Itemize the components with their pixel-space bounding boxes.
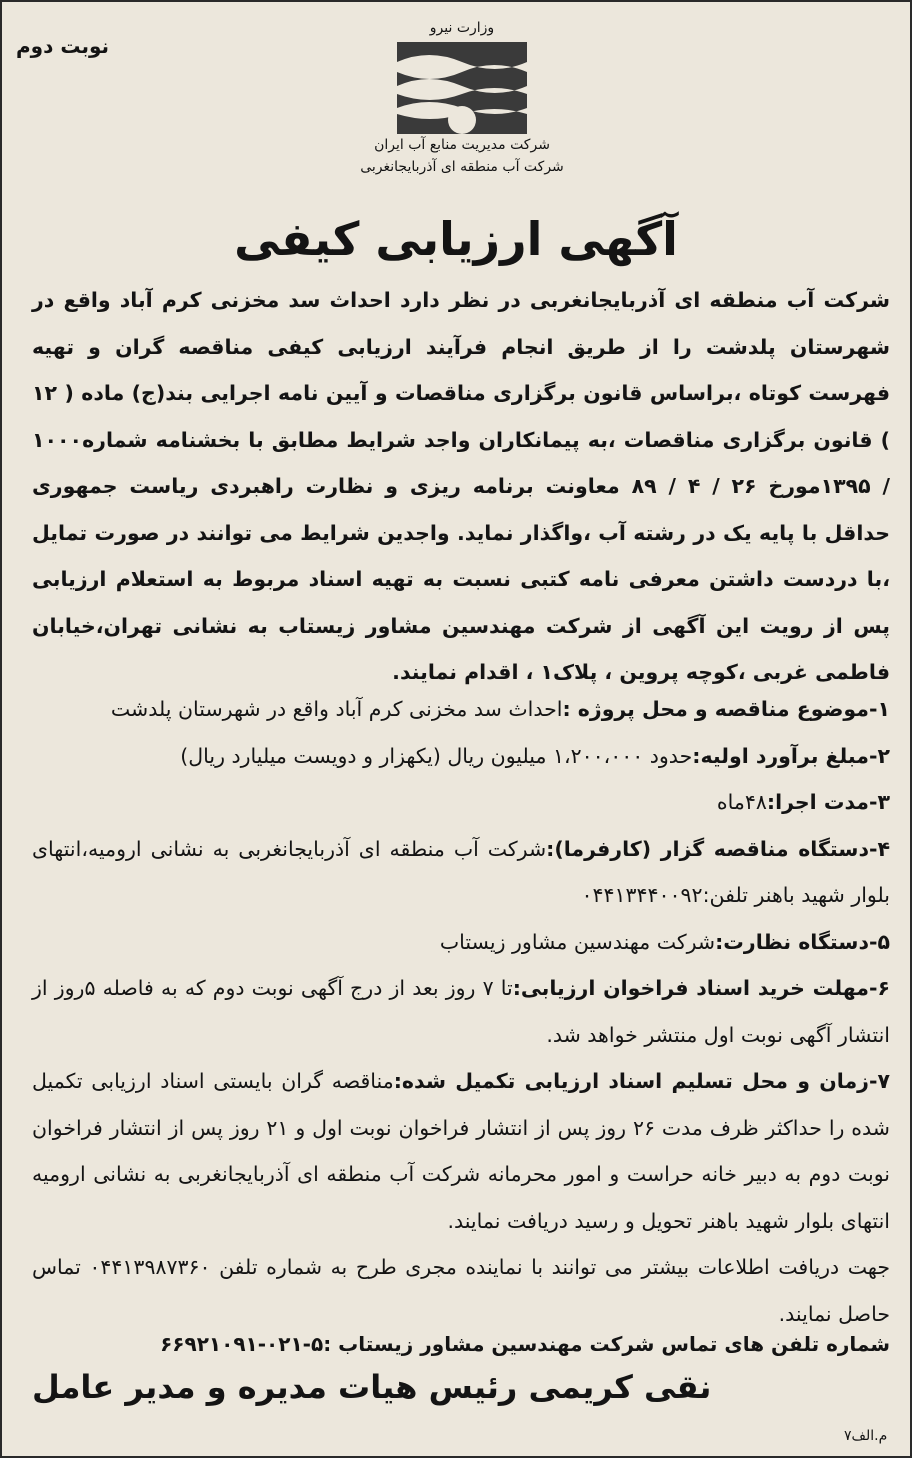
item-value: حدود ۱،۲۰۰،۰۰۰ میلیون ریال (یکهزار و دویست میلیارد ریال) [180,743,693,768]
items-list [32,686,890,1337]
list-item [32,779,890,826]
list-item [32,826,890,919]
item-label: ۷-زمان و محل تسلیم اسناد ارزیابی تکمیل شده: [393,1069,890,1093]
round-label: نوبت دوم [16,34,110,58]
contact-phones: شماره تلفن های تماس شرکت مهندسین مشاور زیستاب :۵-۰۲۱-۶۶۹۲۱۰۹۱ [160,1332,890,1356]
item-label: ۴-دستگاه مناقصه گزار (کارفرما): [546,836,890,861]
item-value: مناقصه گران بایستی اسناد ارزیابی تکمیل شده را حداکثر ظرف مدت ۲۶ روز پس از انتشار فراخوان نوبت اول و ۲۱ روز پس از انتشار فراخوان نوبت دوم به دبیر خانه حراست و امور محرمانه شرکت آب منطقه ای آذربایجانغربی به نشانی ارومیه انتهای بلوار شهید باهنر تحویل و رسید دریافت نمایند. [32,1069,890,1233]
list-item [32,919,890,966]
list-item [32,733,890,780]
org-line-2: شرکت آب منطقه ای آذربایجانغربی [360,159,564,175]
page-title: آگهی ارزیابی کیفی [234,212,678,266]
water-company-logo-icon [397,42,527,134]
item-value: شرکت آب منطقه ای آذربایجانغربی به نشانی ارومیه،انتهای بلوار شهید باهنر تلفن:۰۴۴۱۳۴۴۰۰۹۲ [32,836,890,907]
ministry-name: وزارت نیرو [429,20,495,36]
item-value: تا ۷ روز بعد از درج آگهی نوبت دوم که به فاصله ۵روز از انتشار آگهی نوبت اول منتشر خواهد شد. [32,976,890,1047]
intro-paragraph: شرکت آب منطقه ای آذربایجانغربی در نظر دارد احداث سد مخزنی کرم آباد واقع در شهرستان پلدشت را از طریق انجام فرآیند ارزیابی کیفی مناقصه گران و تهیه فهرست کوتاه ،براساس قانون برگزاری مناقصات و آیین نامه اجرایی بند(ج) ماده ( ۱۲ ) قانون برگزاری مناقصات ،به پیمانکاران واجد شرایط مطابق با بخشنامه شماره۱۰۰۰ / ۱۳۹۵مورخ ۲۶ / ۴ / ۸۹ معاونت برنامه ریزی و نظارت راهبردی ریاست جمهوری حداقل با پایه یک در رشته آب ،واگذار نماید. واجدین شرایط می توانند در صورت تمایل ،با دردست داشتن معرفی نامه کتبی نسبت به تهیه اسناد مربوط به استعلام ارزیابی پس از رویت این آگهی از شرکت مهندسین مشاور زیستاب به نشانی تهران،خیابان فاطمی غربی ،کوچه پروین ، پلاک۱ ، اقدام نمایند. [32,288,890,684]
info-note: جهت دریافت اطلاعات بیشتر می توانند با نماینده مجری طرح به شماره تلفن ۰۴۴۱۳۹۸۷۳۶۰ تماس حاصل نمایند. [32,1255,890,1326]
item-value: احداث سد مخزنی کرم آباد واقع در شهرستان پلدشت [110,697,563,721]
item-label: ۶-مهلت خرید اسناد فراخوان ارزیابی: [512,976,890,1000]
item-label: ۲-مبلغ برآورد اولیه: [692,743,890,768]
header [332,20,592,178]
list-item [32,1058,890,1244]
page-code: م.الف۷ [844,1428,888,1444]
item-value: ۴۸ماه [716,790,767,814]
list-item [32,965,890,1058]
item-value: شرکت مهندسین مشاور زیستاب [439,929,716,954]
list-item [32,686,890,733]
item-label: ۵-دستگاه نظارت: [715,929,890,954]
org-line-1: شرکت مدیریت منابع آب ایران [374,137,550,153]
item-label: ۱-موضوع مناقصه و محل پروژه : [562,697,890,721]
signature: نقی کریمی رئیس هیات مدیره و مدیر عامل [32,1368,712,1406]
item-label: ۳-مدت اجرا: [766,790,890,814]
